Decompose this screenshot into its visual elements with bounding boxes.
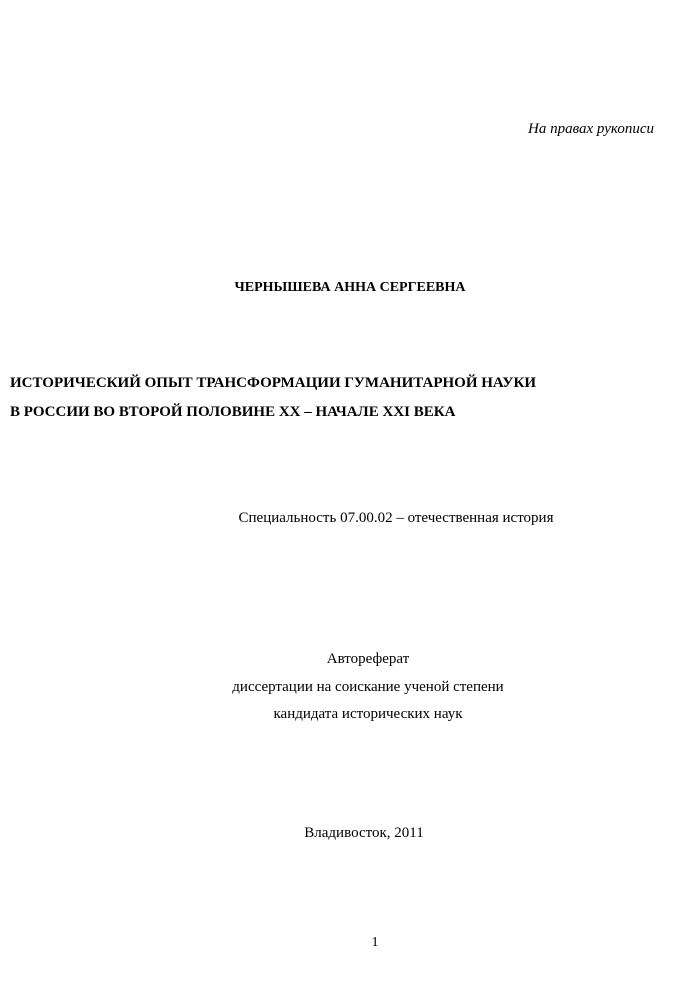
document-type: Автореферат: [326, 651, 410, 667]
document-title-line-1: ИСТОРИЧЕСКИЙ ОПЫТ ТРАНСФОРМАЦИИ ГУМАНИТАРНОЙ НАУКИ: [10, 375, 536, 391]
manuscript-note: На правах рукописи: [528, 121, 654, 137]
dissertation-purpose-line-1: диссертации на соискание ученой степени: [232, 679, 504, 695]
dissertation-purpose-line-2: кандидата исторических наук: [273, 706, 463, 722]
page-number: 1: [371, 935, 379, 950]
document-title-line-2: В РОССИИ ВО ВТОРОЙ ПОЛОВИНЕ XX – НАЧАЛЕ XXI ВЕКА: [10, 404, 456, 420]
city-year: Владивосток, 2011: [304, 825, 424, 841]
specialty-line: Специальность 07.00.02 – отечественная история: [238, 510, 554, 526]
author-name: ЧЕРНЫШЕВА АННА СЕРГЕЕВНА: [234, 280, 466, 295]
